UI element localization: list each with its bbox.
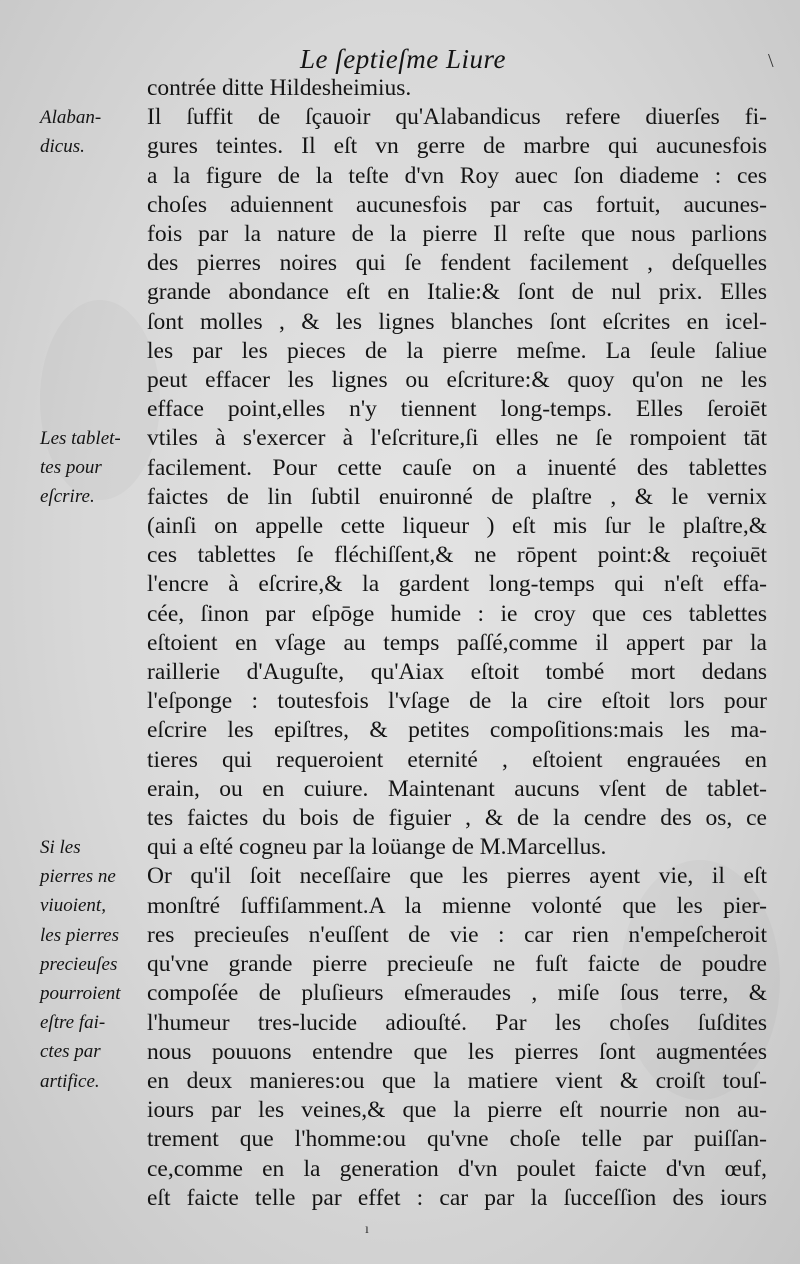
text-line: tieres qui requeroient eternité , eſtoient engrauées en: [147, 746, 767, 773]
margin-note-line: dicus.: [40, 136, 85, 158]
margin-note-line: eſtre fai-: [40, 1012, 106, 1034]
running-head: Le ſeptieſme Liure: [300, 44, 506, 74]
text-line: (ainſi on appelle cette liqueur ) eſt mis ſur le plaſtre,&: [147, 513, 767, 540]
text-line: ce,comme en la generation d'vn poulet faicte d'vn œuf,: [147, 1155, 767, 1182]
text-line: nous pouuons entendre que les pierres ſont augmentées: [147, 1038, 767, 1065]
text-line: l'eſponge : toutesfois l'vſage de la cire eſtoit lors pour: [147, 688, 767, 715]
margin-note-line: les pierres: [40, 924, 119, 946]
text-line: des pierres noires qui ſe fendent facilement , deſquelles: [147, 250, 767, 277]
text-line: trement que l'homme:ou qu'vne choſe telle par puiſſan-: [147, 1126, 767, 1153]
main-text-block: [147, 74, 767, 1213]
text-line: faictes de lin ſubtil enuironné de plaſtre , & le vernix: [147, 483, 767, 510]
text-line: facilement. Pour cette cauſe on a inuenté des tablettes: [147, 454, 767, 481]
text-line: tes faictes du bois de figuier , & de la cendre des os, ce: [147, 805, 767, 832]
margin-note-line: artifice.: [40, 1070, 100, 1092]
margin-note-line: tes pour: [40, 457, 102, 479]
text-line: Or qu'il ſoit neceſſaire que les pierres ayent vie, il eſt: [147, 863, 767, 890]
text-line: cée, ſinon par eſpōge humide : ie croy que ces tablettes: [147, 600, 767, 627]
text-line: l'encre à eſcrire,& la gardent long-temps qui n'eſt effa-: [147, 571, 767, 598]
text-line: raillerie d'Auguſte, qu'Aiax eſtoit tombé mort dedans: [147, 659, 767, 686]
text-line: erain, ou en cuiure. Maintenant aucuns vſent de tablet-: [147, 775, 767, 802]
text-line: efface point,elles n'y tiennent long-temps. Elles ſeroiēt: [147, 396, 767, 423]
margin-note-line: precieuſes: [40, 953, 118, 975]
margin-note-line: Alaban-: [40, 107, 102, 128]
text-line: peut effacer les lignes ou eſcriture:& quoy qu'on ne les: [147, 367, 767, 394]
text-line: iours par les veines,& que la pierre eſt nourrie non au-: [147, 1097, 767, 1124]
text-line: eſtoient en vſage au temps paſſé,comme il appert par la: [147, 629, 767, 656]
margin-note-alabandicus: [40, 103, 145, 161]
text-line: l'humeur tres-lucide adiouſté. Par les choſes ſuſdites: [147, 1009, 767, 1036]
text-line: grande abondance eſt en Italie:& ſont de nul prix. Elles: [147, 279, 767, 306]
text-line: ſont molles , & les lignes blanches ſont eſcrites en icel-: [147, 308, 767, 335]
margin-note-line: Si les: [40, 837, 81, 858]
print-mark: ı: [365, 1222, 369, 1237]
margin-note-line: pourroient: [40, 983, 121, 1005]
margin-note-line: eſcrire.: [40, 486, 95, 508]
text-line: Il ſuffit de ſçauoir qu'Alabandicus refere diuerſes fi-: [147, 104, 767, 131]
margin-note-line: ctes par: [40, 1041, 101, 1063]
margin-note-pierres: [40, 833, 145, 1096]
text-line: choſes aduiennent aucunesfois par cas fortuit, aucunes-: [147, 191, 767, 218]
margin-note-line: pierres ne: [40, 866, 116, 888]
text-line: eſcrire les epiſtres, & petites compoſitions:mais les ma-: [147, 717, 767, 744]
text-line: monſtré ſuffiſamment.A la mienne volonté que les pier-: [147, 892, 767, 919]
margin-note-line: Les tablet-: [40, 428, 121, 449]
text-line: eſt faicte telle par effet : car par la ſucceſſion des iours: [147, 1184, 767, 1211]
margin-note-tablettes: [40, 424, 145, 512]
margin-note-line: viuoient,: [40, 895, 106, 917]
text-line: qui a eſté cogneu par la loüange de M.Marcellus.: [147, 834, 607, 861]
text-line: ces tablettes ſe fléchiſſent,& ne rōpent point:& reçoiuēt: [147, 542, 767, 569]
text-line: compoſée de pluſieurs eſmeraudes , miſe ſous terre, &: [147, 980, 767, 1007]
text-line: gures teintes. Il eſt vn gerre de marbre qui aucunesfois: [147, 133, 767, 160]
text-line: a la figure de la teſte d'vn Roy auec ſon diademe : ces: [147, 162, 767, 189]
text-line: res precieuſes n'euſſent de vie : car rien n'empeſcheroit: [147, 921, 767, 948]
text-line: qu'vne grande pierre precieuſe ne fuſt faicte de poudre: [147, 951, 767, 978]
text-line: les par les pieces de la pierre meſme. La ſeule ſaliue: [147, 337, 767, 364]
text-line: en deux manieres:ou que la matiere vient & croiſt touſ-: [147, 1067, 767, 1094]
text-line: vtiles à s'exercer à l'eſcriture,ſi elles ne ſe rompoient tāt: [147, 425, 767, 452]
text-line: fois par la nature de la pierre Il reſte que nous parlions: [147, 221, 767, 248]
print-mark: \: [768, 50, 774, 72]
text-line: contrée ditte Hildesheimius.: [147, 75, 412, 101]
